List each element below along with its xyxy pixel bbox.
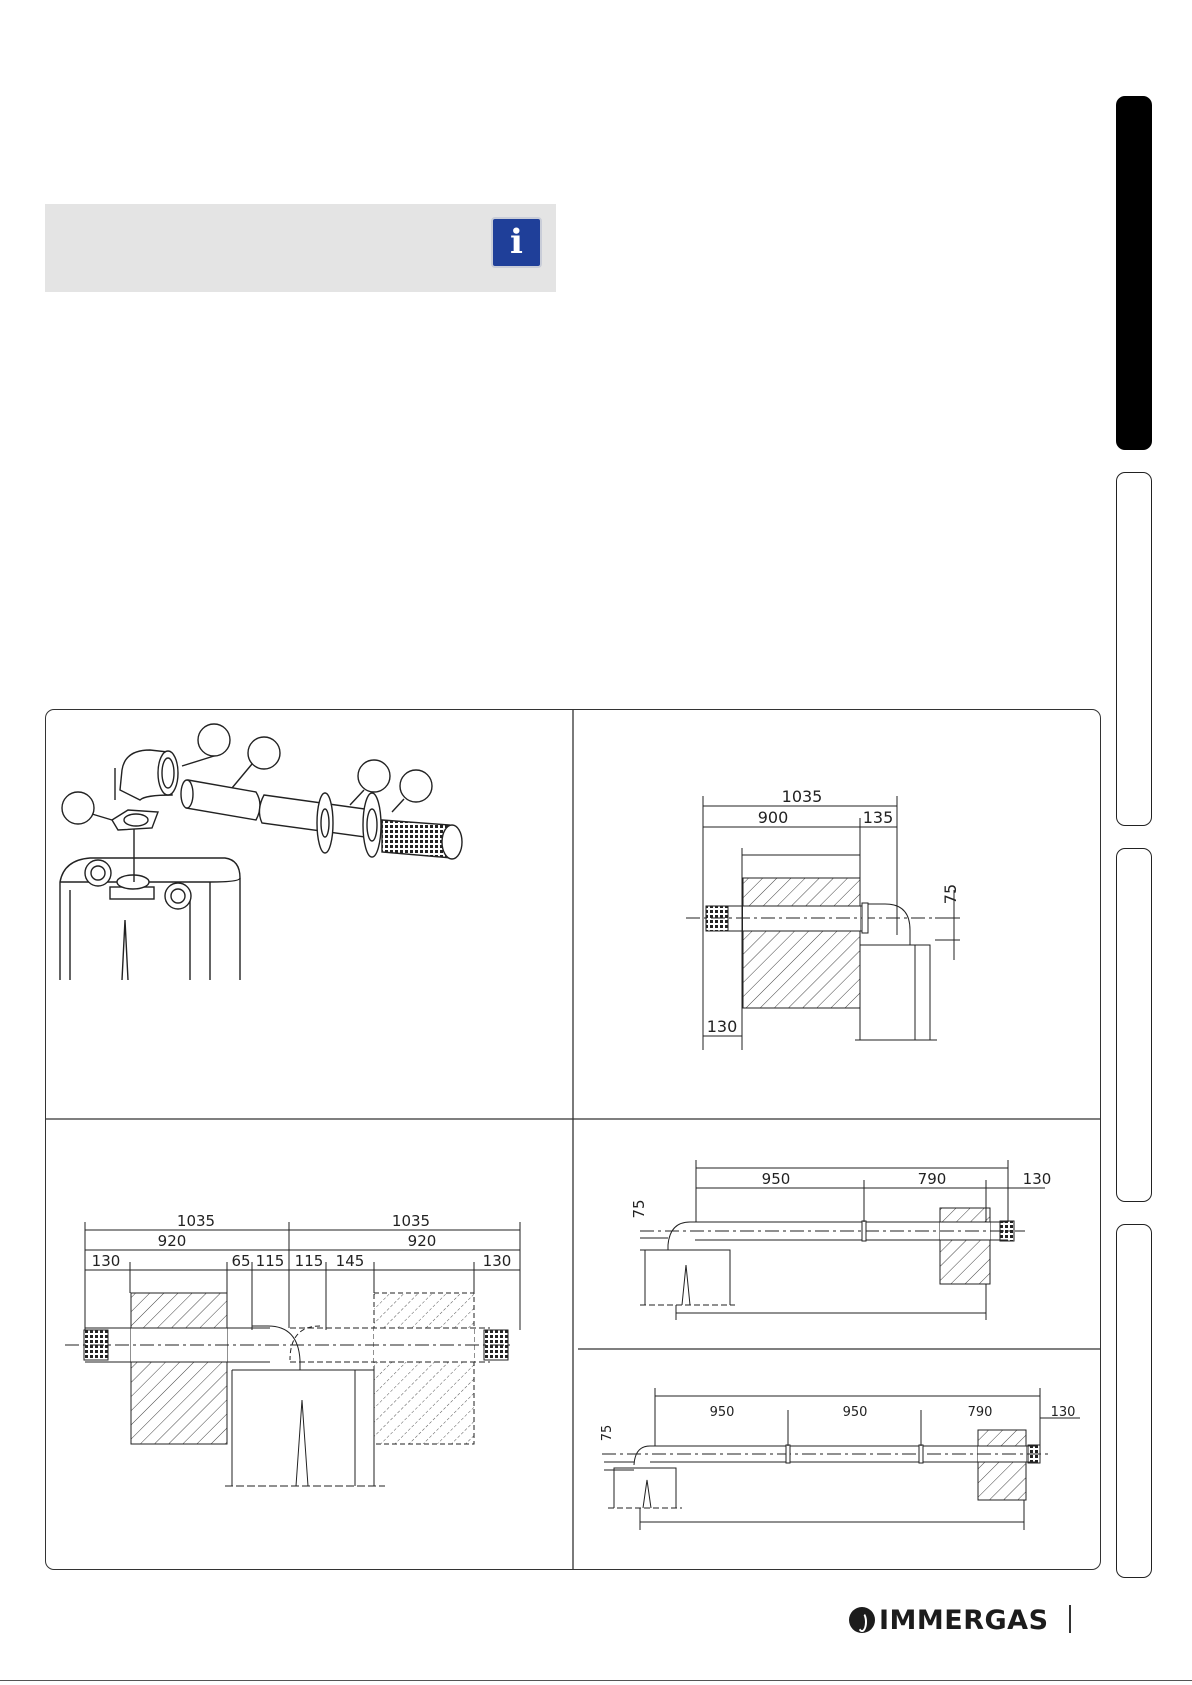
fig3-labels [92, 1212, 512, 1270]
fig3-dim-920-right: 920 [407, 1232, 437, 1250]
fig2-dim-135: 135 [862, 808, 894, 827]
fig5-dim-130: 130 [1050, 1405, 1076, 1420]
fig4-dim-130: 130 [1022, 1170, 1052, 1188]
fig2-dim-1035: 1035 [781, 787, 823, 806]
fig3-dimension-drawing [65, 1222, 520, 1486]
fig5-dimension-drawing [602, 1388, 1080, 1530]
fig2-dim-900: 900 [757, 808, 789, 827]
immergas-logo-mark-icon [849, 1607, 875, 1633]
fig4-dim-75: 75 [630, 1199, 648, 1219]
fig2-dim-75: 75 [941, 883, 960, 905]
fig3-dim-130-right: 130 [482, 1252, 512, 1270]
fig3-dim-130-left: 130 [91, 1252, 121, 1270]
fig5-dim-950-2: 950 [842, 1405, 868, 1420]
fig5-dim-950-1: 950 [709, 1405, 735, 1420]
fig3-dim-65: 65 [231, 1252, 251, 1270]
footer-divider [1069, 1605, 1071, 1633]
fig3-dim-1035-right: 1035 [391, 1212, 431, 1230]
info-icon: i [491, 217, 542, 268]
fig3-dim-920-left: 920 [157, 1232, 187, 1250]
immergas-logo-text: IMMERGAS [879, 1604, 1049, 1636]
fig2-dim-130: 130 [706, 1017, 738, 1036]
fig4-dim-950: 950 [761, 1170, 791, 1188]
fig5-dim-790: 790 [967, 1405, 993, 1420]
fig4-dim-790: 790 [917, 1170, 947, 1188]
fig3-dim-115-right: 115 [294, 1252, 324, 1270]
fig5-dim-75: 75 [600, 1424, 615, 1442]
fig4-dimension-drawing [640, 1160, 1045, 1320]
page-bottom-line [0, 1680, 1192, 1681]
fig1-exploded-view [60, 724, 462, 980]
fig3-dim-1035-left: 1035 [176, 1212, 216, 1230]
immergas-logo [849, 1603, 1049, 1637]
fig3-dim-115-left: 115 [255, 1252, 285, 1270]
fig3-dim-145: 145 [335, 1252, 365, 1270]
fig2-dimension-drawing [686, 796, 960, 1050]
